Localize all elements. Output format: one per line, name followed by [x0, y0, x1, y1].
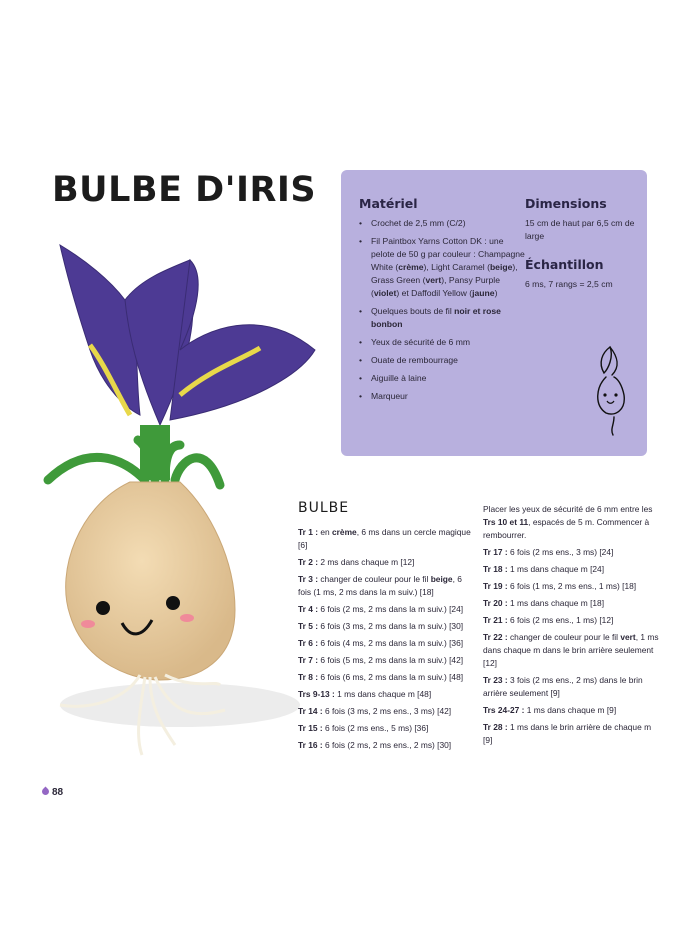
pattern-row: Tr 14 : 6 fois (3 ms, 2 ms ens., 3 ms) [42] [298, 706, 452, 716]
pattern-row: Tr 8 : 6 fois (6 ms, 2 ms dans la m suiv.) [48] [298, 672, 464, 682]
pattern-row: Tr 21 : 6 fois (2 ms ens., 1 ms) [12] [483, 615, 614, 625]
page-title: BULBE D'IRIS [52, 170, 317, 210]
crochet-iris-bulb-illustration [30, 240, 330, 770]
materiel-item: • Fil Paintbox Yarns Cotton DK : une pelote de 50 g par couleur : Champagne White (crème), Light Caramel (beige), Grass Green (vert), Pansy Purple (violet) et Daffodil Yellow (jaune) [359, 236, 525, 298]
bullet-dot-icon: • [359, 306, 363, 316]
eyes-instruction: Placer les yeux de sécurité de 6 mm entre les Trs 10 et 11, espacés de 5 m. Commencer à rembourrer. [483, 504, 653, 540]
pattern-row: Trs 9-13 : 1 ms dans chaque m [48] [298, 689, 432, 699]
materiel-heading: Matériel [359, 196, 418, 211]
pattern-row: Tr 6 : 6 fois (4 ms, 2 ms dans la m suiv.) [36] [298, 638, 464, 648]
pattern-row: Trs 24-27 : 1 ms dans chaque m [9] [483, 705, 617, 715]
pattern-row: Tr 7 : 6 fois (5 ms, 2 ms dans la m suiv.) [42] [298, 655, 464, 665]
pattern-row: Tr 19 : 6 fois (1 ms, 2 ms ens., 1 ms) [18] [483, 581, 637, 591]
dimensions-heading: Dimensions [525, 196, 607, 211]
green-leaves [48, 440, 220, 485]
pattern-row: Tr 3 : changer de couleur pour le fil beige, 6 fois (1 ms, 2 ms dans la m suiv.) [18] [298, 574, 462, 597]
pattern-row: Tr 16 : 6 fois (2 ms, 2 ms ens., 2 ms) [30] [298, 740, 452, 750]
echantillon-heading: Échantillon [525, 257, 604, 272]
left-cheek [81, 620, 95, 628]
pattern-row: Tr 18 : 1 ms dans chaque m [24] [483, 564, 605, 574]
pattern-rows-right [483, 503, 659, 751]
materiel-item: • Aiguille à laine [359, 373, 427, 383]
echantillon-text: 6 ms, 7 rangs = 2,5 cm [525, 279, 613, 289]
bullet-dot-icon: • [359, 236, 363, 246]
pattern-row: Tr 20 : 1 ms dans chaque m [18] [483, 598, 605, 608]
bullet-dot-icon: • [359, 218, 363, 228]
drop-icon [41, 787, 51, 797]
bullet-dot-icon: • [359, 355, 363, 365]
bullet-dot-icon: • [359, 337, 363, 347]
materiel-list [359, 217, 527, 403]
materiel-item: • Marqueur [359, 391, 408, 401]
pattern-row: Tr 1 : en crème, 6 ms dans un cercle magique [6] [298, 527, 471, 550]
dimensions-text: 15 cm de haut par 6,5 cm de large [525, 218, 635, 241]
pattern-rows-left [298, 526, 474, 756]
right-cheek [180, 614, 194, 622]
page-number: 88 [42, 787, 63, 798]
green-stem [140, 425, 170, 480]
materiel-item: • Yeux de sécurité de 6 mm [359, 337, 471, 347]
materials-card [341, 170, 647, 456]
bulbe-heading: BULBE [298, 500, 350, 516]
bullet-dot-icon: • [359, 373, 363, 383]
materiel-item: • Quelques bouts de fil noir et rose bonbon [359, 306, 501, 329]
pattern-row: Tr 15 : 6 fois (2 ms ens., 5 ms) [36] [298, 723, 429, 733]
pattern-row: Tr 22 : changer de couleur pour le fil vert, 1 ms dans chaque m dans le brin arrière seulement [12] [483, 632, 659, 668]
materiel-item: • Ouate de rembourrage [359, 355, 458, 365]
bulb-doodle-icon [592, 343, 632, 438]
right-eye [166, 596, 180, 610]
pattern-row: Tr 28 : 1 ms dans le brin arrière de chaque m [9] [483, 722, 652, 745]
pattern-row: Tr 4 : 6 fois (2 ms, 2 ms dans la m suiv.) [24] [298, 604, 464, 614]
pattern-row: Tr 23 : 3 fois (2 ms ens., 2 ms) dans le brin arrière seulement [9] [483, 675, 643, 698]
pattern-row: Tr 17 : 6 fois (2 ms ens., 3 ms) [24] [483, 547, 614, 557]
beige-bulb [66, 482, 235, 680]
left-eye [96, 601, 110, 615]
pattern-row: Tr 2 : 2 ms dans chaque m [12] [298, 557, 415, 567]
bullet-dot-icon: • [359, 391, 363, 401]
materiel-item: • Crochet de 2,5 mm (C/2) [359, 218, 466, 228]
pattern-row: Tr 5 : 6 fois (3 ms, 2 ms dans la m suiv.) [30] [298, 621, 464, 631]
purple-petals [60, 245, 315, 425]
